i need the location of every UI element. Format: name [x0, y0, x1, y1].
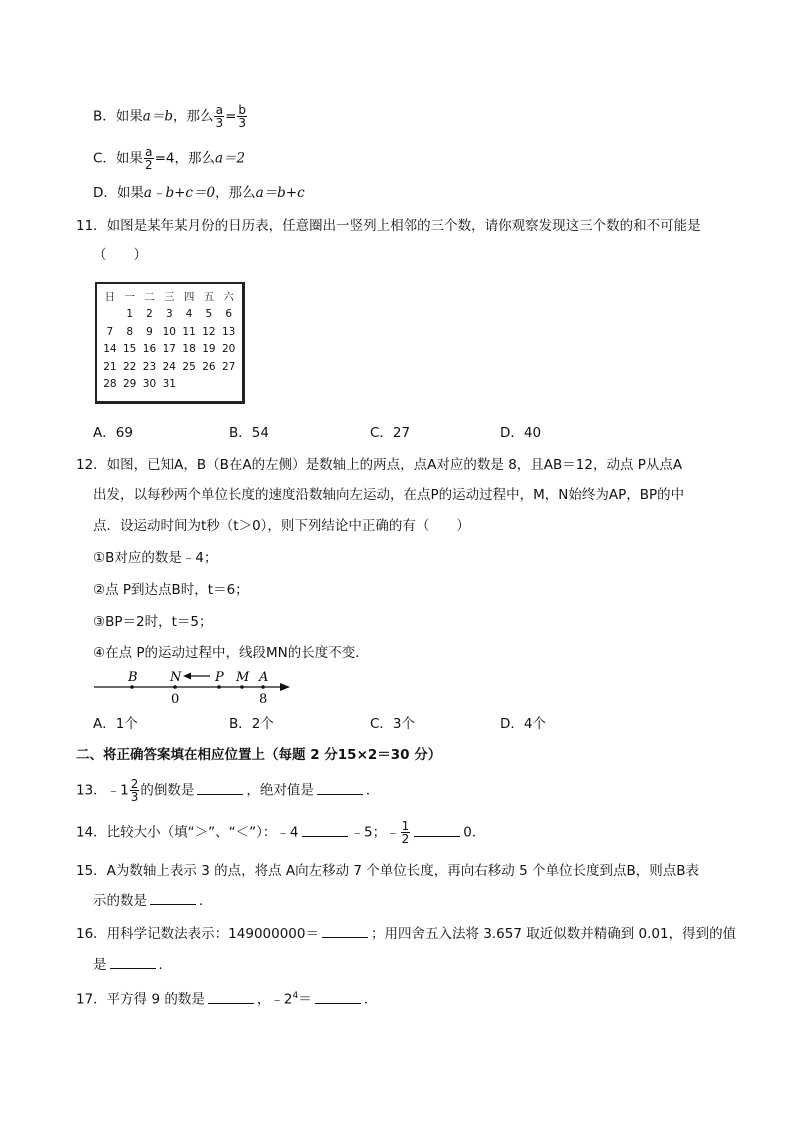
q12-statement-3: ③BP＝2时，t＝5；: [93, 614, 213, 630]
answer-blank[interactable]: [110, 955, 156, 969]
q12-option-b: B．2个: [229, 716, 274, 732]
q11-option-c: C．27: [370, 425, 411, 441]
answer-blank[interactable]: [315, 990, 361, 1004]
point-m: [240, 685, 244, 689]
q12-line-3: 点．设运动时间为t秒（t＞0），则下列结论中正确的有（ ）: [93, 518, 470, 534]
q10-option-d: D．如果a﹣b+c＝0，那么a＝b+c: [93, 185, 305, 201]
calendar-row: 7 8 9 10 11 12 13: [106, 325, 236, 338]
tick-zero: 0: [171, 692, 180, 705]
q15-line-1: 15．A为数轴上表示 3 的点，将点 A向左移动 7 个单位长度，再向右移动 5 个单位长度到点B，则点B表: [76, 863, 699, 879]
answer-blank[interactable]: [208, 990, 254, 1004]
left-arrow-icon: [183, 673, 191, 680]
answer-blank[interactable]: [317, 781, 363, 795]
q12-option-a: A．1个: [93, 716, 138, 732]
q11-option-b: B．54: [229, 425, 269, 441]
q14: 14．比较大小（填“＞”、“＜”）：﹣4 ﹣5；﹣ $\frac{1}{2}$ 0．: [76, 819, 486, 846]
q11-paren: （ ）: [93, 247, 147, 263]
label-n: N: [170, 670, 182, 685]
calendar-row: 14 15 16 17 18 19 20: [103, 343, 236, 356]
point-p: [217, 685, 221, 689]
label-b: B: [128, 670, 138, 685]
label-p: P: [215, 670, 224, 685]
tick-eight: 8: [259, 692, 268, 705]
calendar-row: 1 2 3 4 5 6: [126, 308, 233, 321]
label-m: M: [236, 670, 250, 685]
point-n: [173, 685, 177, 689]
answer-blank[interactable]: [414, 823, 460, 837]
q11-option-a: A．69: [93, 425, 133, 441]
fraction: $\frac{1}{2}$: [401, 819, 410, 846]
q11-stem: 11．如图是某年某月份的日历表，任意圈出一竖列上相邻的三个数，请你观察发现这三个数的和不可能是: [76, 218, 701, 234]
axis-arrow-icon: [280, 683, 290, 691]
answer-blank[interactable]: [150, 891, 196, 905]
q13: 13．﹣1 $\frac{2}{3}$ 的倒数是 ，绝对值是 ．: [76, 777, 380, 804]
q17: 17．平方得 9 的数是 ，$﹣2^4=$ ．: [76, 991, 378, 1008]
fraction: $\frac{2}{3}$: [130, 777, 139, 804]
q12-option-d: D．4个: [500, 716, 546, 732]
q12-line-1: 12．如图，已知A，B（B在A的左侧）是数轴上的两点，点A对应的数是 8，且AB＝12，动点 P从点A: [76, 457, 683, 473]
number-line-figure: [90, 665, 310, 705]
q12-line-2: 出发，以每秒两个单位长度的速度沿数轴向左运动，在点P的运动过程中，M，N始终为AP，BP的中: [93, 487, 685, 503]
q16-line-1: 16．用科学记数法表示：149000000＝ ；用四舍五入法将 3.657 取近似数并精确到 0.01，得到的值: [76, 926, 737, 942]
q12-statement-4: ④在点 P的运动过程中，线段MN的长度不变．: [93, 645, 369, 661]
calendar-figure: [95, 282, 245, 404]
fraction: $\frac{a}{3}$: [215, 103, 224, 130]
q10-option-b: B．如果a＝b，那么 $\frac{a}{3}$ = $\frac{b}{3}$: [93, 103, 247, 130]
answer-blank[interactable]: [322, 924, 368, 938]
calendar-header: 日 一 二 三 四 五 六: [104, 291, 234, 304]
calendar-row: 28 29 30 31: [103, 378, 176, 391]
calendar-table: [100, 288, 239, 393]
q12-statement-1: ①B对应的数是﹣4；: [93, 550, 218, 566]
point-a: [261, 685, 265, 689]
answer-blank[interactable]: [197, 781, 243, 795]
answer-blank[interactable]: [302, 823, 348, 837]
q11-option-d: D．40: [500, 425, 542, 441]
point-b: [130, 685, 134, 689]
fraction: $\frac{a}{2}$: [144, 145, 153, 172]
q10-option-c: C．如果 $\frac{a}{2}$ =4，那么a＝2: [93, 145, 246, 172]
q15-line-2: 示的数是 ．: [93, 893, 213, 909]
q12-statement-2: ②点 P到达点B时，t＝6；: [93, 582, 249, 598]
label-a: A: [259, 670, 269, 685]
calendar-row: 21 22 23 24 25 26 27: [103, 360, 236, 373]
q12-option-c: C．3个: [370, 716, 416, 732]
q16-line-2: 是 ．: [93, 957, 172, 973]
fraction: $\frac{b}{3}$: [238, 103, 247, 130]
section-2-heading: 二、将正确答案填在相应位置上（每题 2 分15×2＝30 分）: [76, 747, 442, 763]
